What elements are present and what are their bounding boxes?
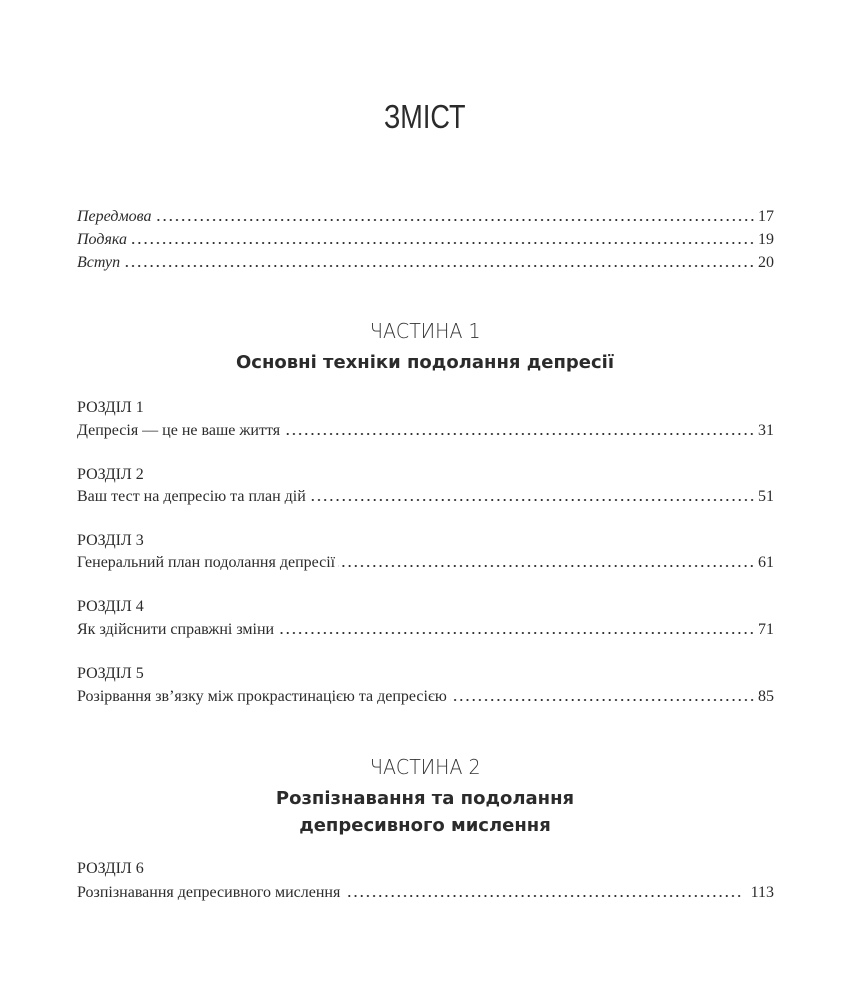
entry-page: 113 — [750, 884, 774, 901]
toc-entry-chapter-6[interactable] — [77, 884, 774, 902]
toc-entry-acknowledgements[interactable] — [77, 231, 774, 249]
dot-leader — [123, 264, 755, 268]
chapter-label: РОЗДІЛ 5 — [77, 665, 144, 682]
entry-page: 51 — [758, 488, 774, 505]
dot-leader — [450, 698, 755, 702]
toc-entry-chapter-3[interactable] — [77, 554, 774, 572]
part-label: ЧАСТИНА 2 — [369, 755, 481, 779]
dot-leader — [338, 564, 755, 568]
entry-title: Депресія — це не ваше життя — [77, 422, 281, 439]
entry-title: Передмова — [77, 208, 152, 225]
toc-entry-introduction[interactable] — [77, 254, 774, 272]
chapter-label: РОЗДІЛ 3 — [77, 532, 144, 549]
entry-page: 85 — [758, 688, 774, 705]
part-title-line-1: Розпізнавання та подолання — [275, 788, 575, 809]
part-label: ЧАСТИНА 1 — [369, 319, 481, 343]
part-title-line-2: депресивного мислення — [299, 815, 551, 836]
dot-leader — [155, 218, 756, 222]
toc-entry-foreword[interactable] — [77, 208, 774, 226]
dot-leader — [277, 631, 755, 635]
toc-entry-chapter-1[interactable] — [77, 422, 774, 440]
entry-page: 19 — [758, 231, 774, 248]
dot-leader — [309, 498, 755, 502]
dot-leader — [283, 432, 755, 436]
entry-page: 31 — [758, 422, 774, 439]
entry-page: 20 — [758, 254, 774, 271]
toc-entry-chapter-5[interactable] — [77, 688, 774, 706]
page-title: ЗМІСТ — [384, 98, 466, 135]
entry-title: Ваш тест на депресію та план дій — [77, 488, 306, 505]
entry-title: Генеральний план подолання депресії — [77, 554, 336, 571]
entry-title: Як здійснити справжні зміни — [77, 621, 275, 638]
chapter-label: РОЗДІЛ 4 — [77, 598, 144, 615]
chapter-label: РОЗДІЛ 2 — [77, 466, 144, 483]
chapter-label: РОЗДІЛ 1 — [77, 399, 144, 416]
entry-page: 71 — [758, 621, 774, 638]
entry-title: Подяка — [77, 231, 127, 248]
entry-page: 61 — [758, 554, 774, 571]
toc-entry-chapter-2[interactable] — [77, 488, 774, 506]
dot-leader — [130, 241, 755, 245]
entry-title: Вступ — [77, 254, 121, 271]
dot-leader — [348, 894, 742, 898]
entry-page: 17 — [758, 208, 774, 225]
entry-title: Розпізнавання депресивного мислення — [77, 884, 341, 901]
toc-entry-chapter-4[interactable] — [77, 621, 774, 639]
part-title: Основні техніки подолання депресії — [235, 352, 614, 373]
chapter-label: РОЗДІЛ 6 — [77, 860, 144, 877]
entry-title: Розірвання зв’язку між прокрастинацією та депресією — [77, 688, 447, 705]
